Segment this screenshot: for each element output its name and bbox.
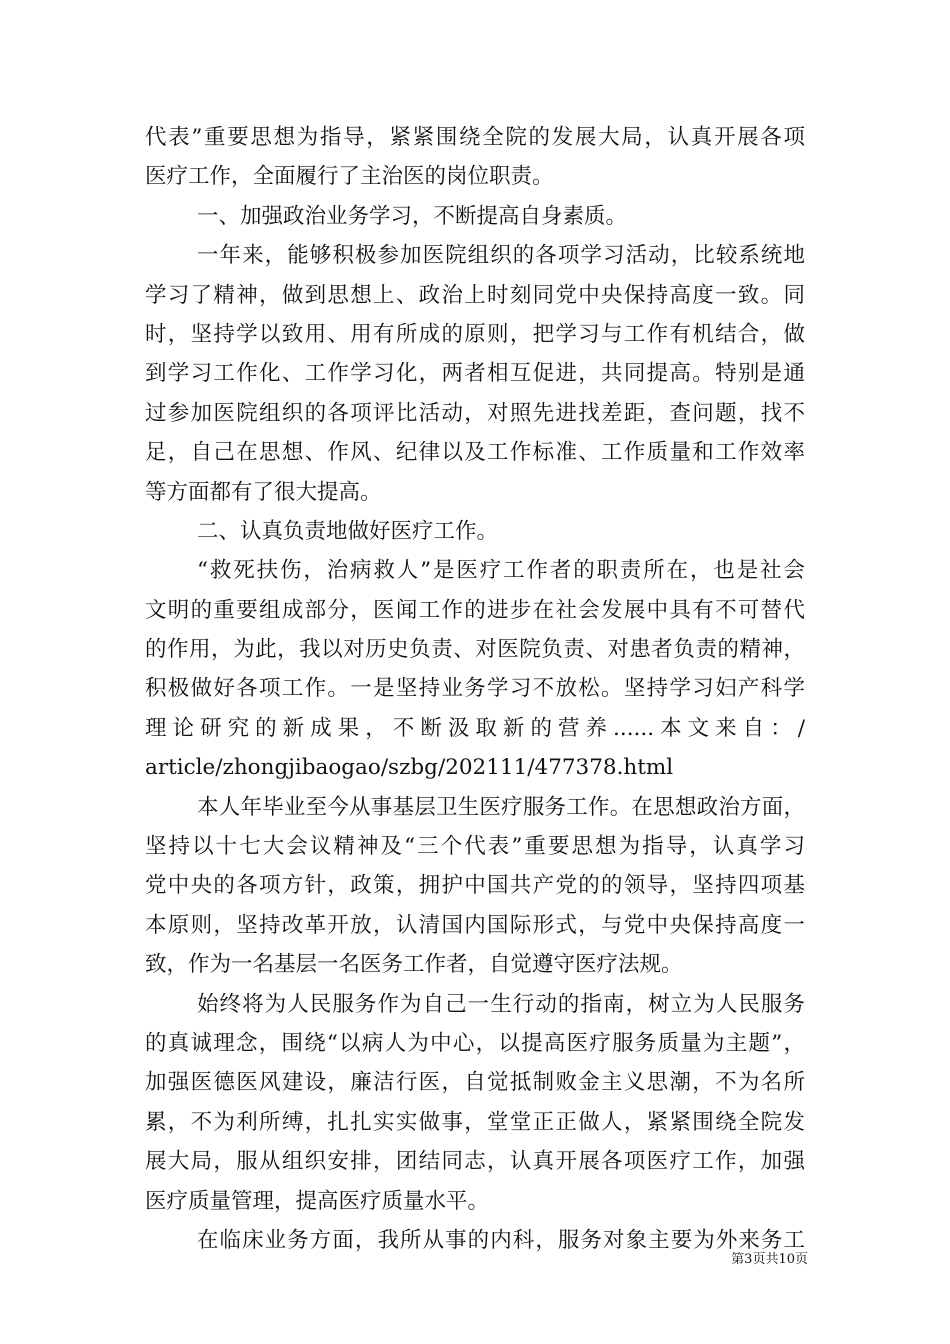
text-line: 积极做好各项工作。一是坚持业务学习不放松。坚持学习妇产科学	[145, 676, 805, 702]
text-line: 的作用，为此，我以对历史负责、对医院负责、对患者负责的精神，	[145, 637, 805, 663]
text-line: 致，作为一名基层一名医务工作者，自觉遵守医疗法规。	[145, 952, 683, 978]
text-line: 一年来，能够积极参加医院组织的各项学习活动，比较系统地	[197, 243, 805, 269]
text-line: 本人年毕业至今从事基层卫生医疗服务工作。在思想政治方面，	[197, 794, 805, 820]
text-line: 加强医德医风建设，廉洁行医，自觉抵制败金主义思潮，不为名所	[145, 1070, 805, 1096]
text-line: 医疗质量管理，提高医疗质量水平。	[145, 1188, 490, 1214]
text-line: 展大局，服从组织安排，团结同志，认真开展各项医疗工作，加强	[145, 1149, 805, 1175]
text-line: 医疗工作，全面履行了主治医的岗位职责。	[145, 164, 554, 190]
text-line: 坚持以十七大会议精神及“三个代表”重要思想为指导，认真学习	[145, 834, 805, 860]
source-url: article/zhongjibaogao/szbg/202111/477378.html	[145, 755, 674, 781]
section-heading: 一、加强政治业务学习，不断提高自身素质。	[197, 203, 628, 229]
text-line: 累，不为利所缚，扎扎实实做事，堂堂正正做人，紧紧围绕全院发	[145, 1109, 805, 1135]
text-line: 文明的重要组成部分，医闻工作的进步在社会发展中具有不可替代	[145, 597, 805, 623]
text-line: 党中央的各项方针，政策，拥护中国共产党的的领导，坚持四项基	[145, 873, 805, 899]
text-line: 时，坚持学以致用、用有所成的原则，把学习与工作有机结合，做	[145, 321, 805, 347]
text-line: 过参加医院组织的各项评比活动，对照先进找差距，查问题，找不	[145, 400, 805, 426]
section-heading: 二、认真负责地做好医疗工作。	[197, 518, 499, 544]
text-line: 代表”重要思想为指导，紧紧围绕全院的发展大局，认真开展各项	[145, 125, 805, 150]
text-line: 的真诚理念，围绕“以病人为中心，以提高医疗服务质量为主题”，	[145, 1030, 805, 1056]
text-line: 始终将为人民服务作为自己一生行动的指南，树立为人民服务	[197, 991, 805, 1017]
text-line: “救死扶伤，治病救人”是医疗工作者的职责所在，也是社会	[197, 558, 805, 584]
text-line: 在临床业务方面，我所从事的内科，服务对象主要为外来务工	[197, 1227, 805, 1253]
document-body	[145, 118, 805, 1260]
text-line: 本原则，坚持改革开放，认清国内国际形式，与党中央保持高度一	[145, 912, 805, 938]
text-line: 理论研究的新成果，不断汲取新的营养......本文来自：/	[145, 715, 805, 741]
text-line: 到学习工作化、工作学习化，两者相互促进，共同提高。特别是通	[145, 361, 805, 387]
text-line: 等方面都有了很大提高。	[145, 479, 382, 505]
page-indicator: 第3页共10页	[731, 1252, 808, 1267]
text-line: 足，自己在思想、作风、纪律以及工作标准、工作质量和工作效率	[145, 440, 805, 466]
text-line: 学习了精神，做到思想上、政治上时刻同党中央保持高度一致。同	[145, 282, 805, 308]
